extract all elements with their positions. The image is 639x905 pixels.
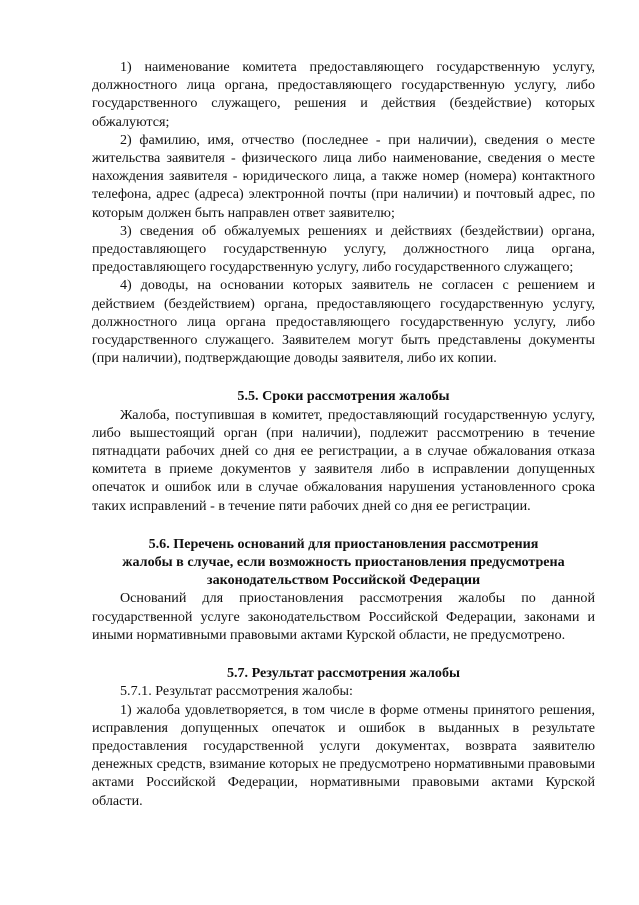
section-5-7-subheading: 5.7.1. Результат рассмотрения жалобы: xyxy=(120,683,353,700)
section-spacer xyxy=(92,644,595,664)
section-5-7-text: 1) жалоба удовлетворяется, в том числе в форме отмены принятого решения, исправления допущенных опечаток и ошибок в выданных в результате предоставления государственной услуги документах, возврата заявителю денежных средств, взимание которых не предусмотрено нормативными правовыми актами Российской Федерации, нормативными правовыми актами Курской области. xyxy=(92,701,595,809)
section-spacer xyxy=(92,367,595,387)
section-5-5-heading: 5.5. Сроки рассмотрения жалобы xyxy=(237,388,450,405)
section-5-6-heading-line-2: жалобы в случае, если возможность приостановления предусмотрена xyxy=(122,554,565,571)
section-5-6-heading-line-1: 5.6. Перечень оснований для приостановления рассмотрения xyxy=(148,535,539,552)
section-5-6-heading-line-3: законодательством Российской Федерации xyxy=(206,572,481,589)
paragraph-item-3: 3) сведения об обжалуемых решениях и действиях (бездействии) органа, предоставляющего государственную услугу, должностного лица органа, предоставляющего государственную услугу, либо государственного служащего; xyxy=(92,222,595,276)
paragraph-item-2: 2) фамилию, имя, отчество (последнее - при наличии), сведения о месте жительства заявителя - физического лица либо наименование, сведения о месте нахождения заявителя - юридического лица, а также номер (номера) контактного телефона, адрес (адреса) электронной почты (при наличии) и почтовый адрес, по которым должен быть направлен ответ заявителю; xyxy=(92,131,595,221)
section-spacer xyxy=(92,515,595,535)
section-5-7-heading: 5.7. Результат рассмотрения жалобы xyxy=(226,665,461,682)
section-5-6-text: Оснований для приостановления рассмотрения жалобы по данной государственной услуге законодательством Российской Федерации, законами и иными нормативными правовыми актами Курской области, не предусмотрено. xyxy=(92,590,595,643)
paragraph-item-1: 1) наименование комитета предоставляющего государственную услугу, должностного лица органа, предоставляющего государственную услугу, либо государственного служащего, решения и действия (бездействие) которых обжалуются; xyxy=(92,59,595,130)
paragraph-item-4: 4) доводы, на основании которых заявитель не согласен с решением и действием (бездействием) органа, предоставляющего государственную услугу, должностного лица органа предоставляющего государственную услугу, либо государственного служащего. Заявителем могут быть представлены документы (при наличии), подтверждающие доводы заявителя, либо их копии. xyxy=(92,277,595,367)
section-5-5-text: Жалоба, поступившая в комитет, предоставляющий государственную услугу, либо вышестоящий орган (при наличии), подлежит рассмотрению в течение пятнадцати рабочих дней со дня ее регистрации, а в случае обжалования отказа комитета в приеме документов у заявителя либо в исправлении допущенных опечаток и ошибок или в случае обжалования нарушения установленного срока таких исправлений - в течение пяти рабочих дней со дня ее регистрации. xyxy=(92,406,595,514)
document-page xyxy=(92,58,595,810)
